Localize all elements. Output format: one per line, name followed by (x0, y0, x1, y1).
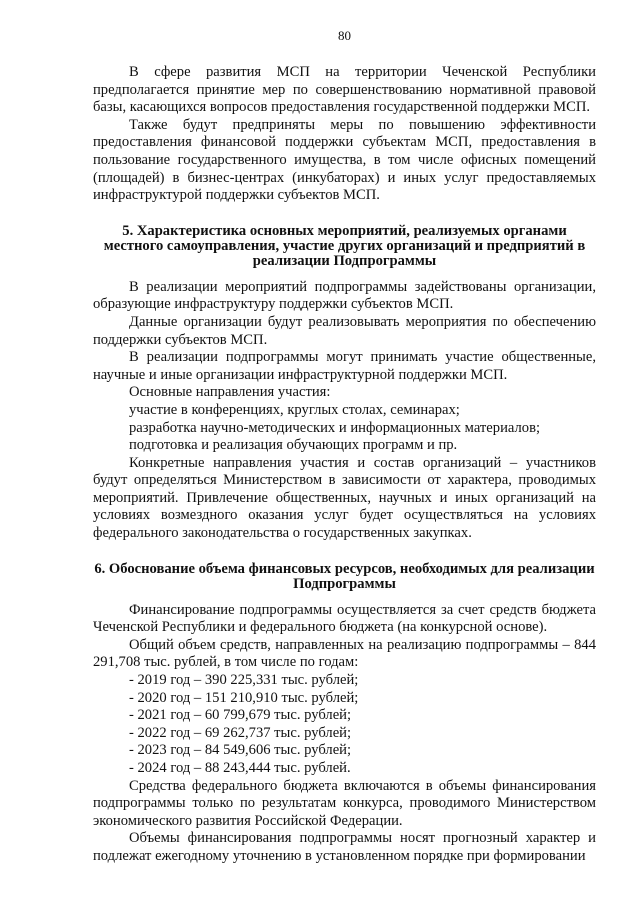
section-5-paragraph-4: Основные направления участия: (129, 384, 331, 401)
funding-year-item: - 2023 год – 84 549,606 тыс. рублей; (129, 742, 352, 759)
section-5-paragraph-5: Конкретные направления участия и состав организаций – участников будут определяться Министерством в зависимости от характера, проводимых мероприятий. Привлечение общественных, научных и иных организаций на условиях возмездного оказания услуг будет осуществляться на условиях федерального законодательства о государственных закупках. (93, 454, 596, 542)
funding-year-item: - 2020 год – 151 210,910 тыс. рублей; (129, 689, 359, 706)
document-page (93, 28, 596, 866)
section-6-paragraph-2: Общий объем средств, направленных на реализацию подпрограммы – 844 291,708 тыс. рублей, в том числе по годам: (93, 636, 596, 671)
funding-year-item: - 2022 год – 69 262,737 тыс. рублей; (129, 724, 352, 741)
funding-year-item: - 2024 год – 88 243,444 тыс. рублей. (129, 760, 351, 776)
list-item: подготовка и реализация обучающих программ и пр. (129, 437, 458, 454)
page-number: 80 (338, 28, 351, 43)
section-6-paragraph-3: Средства федерального бюджета включаются в объемы финансирования подпрограммы только по результатам конкурса, проводимого Министерством экономического развития Российской Федерации. (93, 777, 596, 829)
section-6-paragraph-4: Объемы финансирования подпрограммы носят прогнозный характер и подлежат ежегодному уточнению в установленном порядке при формировании (93, 830, 596, 864)
section-5-paragraph-3: В реализации подпрограммы могут принимать участие общественные, научные и иные организации инфраструктурной поддержки МСП. (93, 349, 596, 383)
funding-year-item: - 2019 год – 390 225,331 тыс. рублей; (129, 672, 359, 689)
section-5-paragraph-1: В реализации мероприятий подпрограммы задействованы организации, образующие инфраструктуру поддержки субъектов МСП. (93, 278, 596, 313)
section-6-heading: 6. Обоснование объема финансовых ресурсов, необходимых для реализации Подпрограммы (94, 560, 595, 592)
list-item: участие в конференциях, круглых столах, семинарах; (129, 401, 460, 418)
funding-year-item: - 2021 год – 60 799,679 тыс. рублей; (129, 707, 352, 724)
intro-paragraph-1: В сфере развития МСП на территории Чеченской Республики предполагается принятие мер по совершенствованию нормативной правовой базы, касающихся вопросов предоставления государственной поддержки МСП. (93, 64, 596, 116)
intro-paragraph-2: Также будут предприняты меры по повышению эффективности предоставления финансовой поддержки субъектам МСП, предоставления в пользование государственного имущества, в том числе офисных помещений (площадей) в бизнес-центрах (инкубаторах) и иных услуг предоставляемых инфраструктурой поддержки субъектов МСП. (93, 116, 596, 204)
list-item: разработка научно-методических и информационных материалов; (129, 419, 541, 436)
section-5-heading: 5. Характеристика основных мероприятий, реализуемых органами местного самоуправления, участие других организаций и предприятий в реализации Подпрограммы (103, 222, 586, 269)
section-5-paragraph-2: Данные организации будут реализовывать мероприятия по обеспечению поддержки субъектов МСП. (93, 313, 596, 348)
section-6-paragraph-1: Финансирование подпрограммы осуществляется за счет средств бюджета Чеченской Республики и федерального бюджета (на конкурсной основе). (93, 601, 596, 636)
